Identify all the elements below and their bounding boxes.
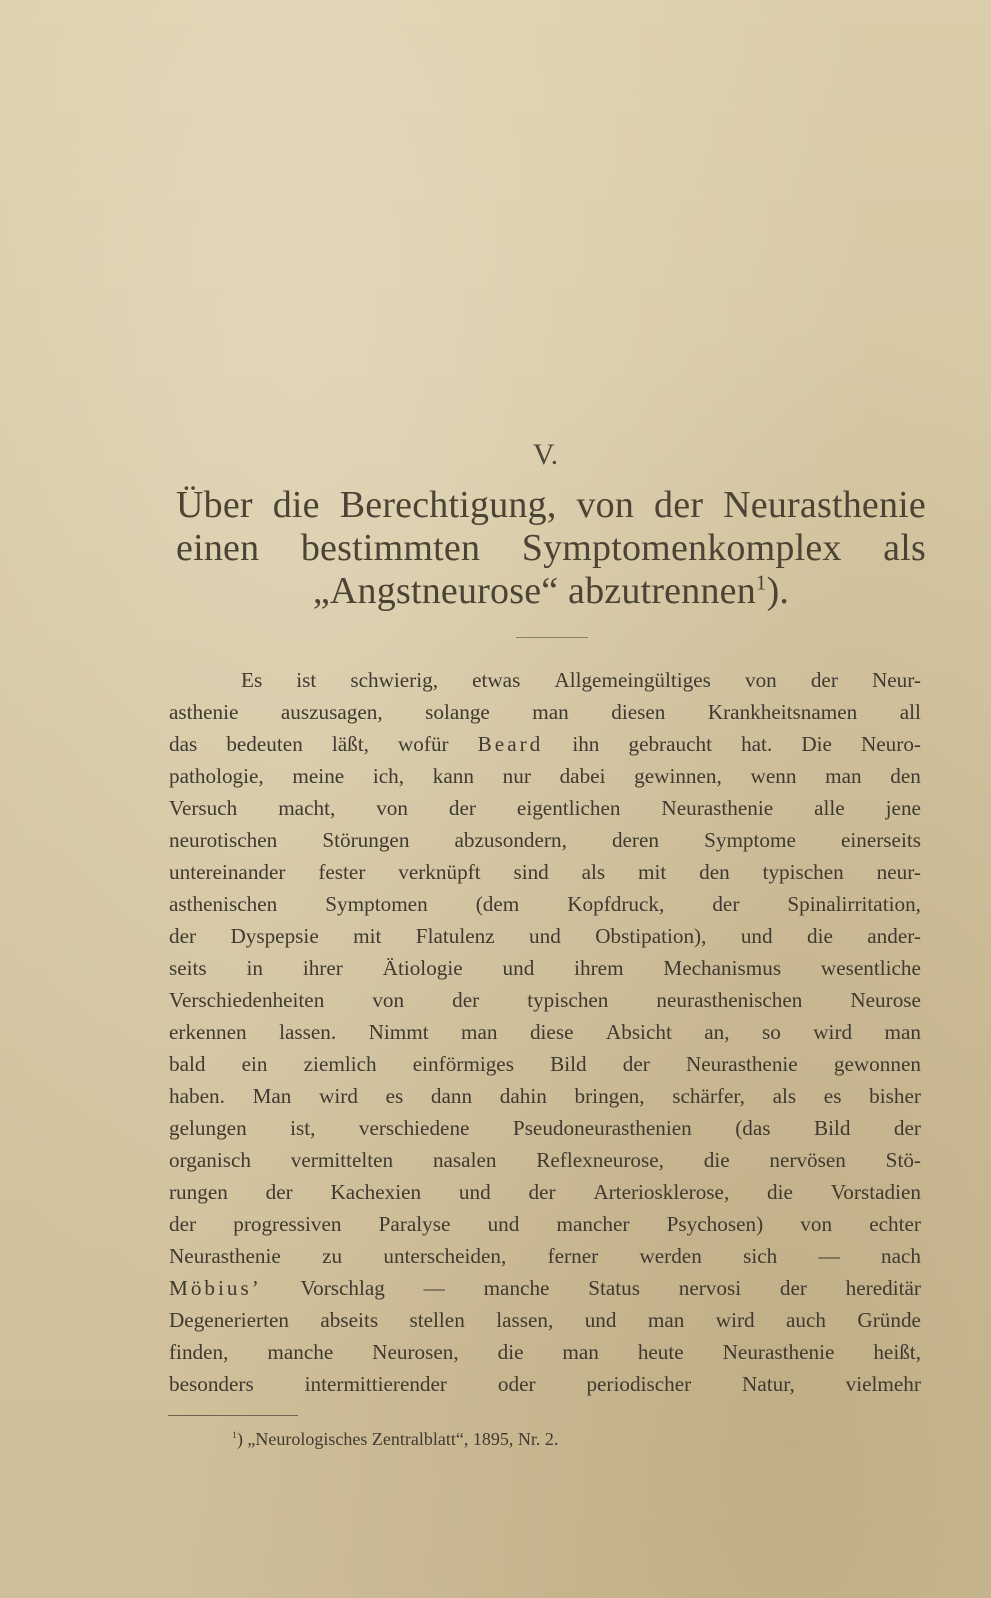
word: der [452,988,480,1012]
word: deren [611,828,659,852]
word: nervösen [769,1148,846,1172]
word: auszusagen, [280,700,383,724]
text-line [169,1368,921,1400]
word: werden [639,1244,702,1268]
word: Es [241,668,263,692]
word: den [890,764,921,788]
text-line [169,1080,921,1112]
word: Arteriosklerose, [593,1180,730,1204]
word: Reflexneurose, [536,1148,664,1172]
word: Man [252,1084,292,1108]
word: der [712,892,740,916]
word: Paralyse [378,1212,451,1236]
word: ist, [290,1116,316,1140]
word: als [772,1084,797,1108]
word: etwas [472,668,521,692]
word: manche [483,1276,550,1300]
footnote-divider [168,1415,298,1416]
text-line [169,920,921,952]
word: Stö- [885,1148,921,1172]
word: von [376,796,408,820]
word: seits [169,956,207,980]
text-line [169,1016,921,1048]
text-line [169,1240,921,1272]
word: Neurasthenie [722,1340,835,1364]
word: Versuch [169,796,238,820]
word: ihrem [574,956,624,980]
word: ziemlich [303,1052,377,1076]
word: Beard [477,732,544,756]
word: fester [318,860,366,884]
word: heißt, [873,1340,921,1364]
word: Verschiedenheiten [169,988,325,1012]
word: der [169,924,197,948]
text-line [169,952,921,984]
title-line-3-end: ). [766,570,790,612]
word: an, [704,1020,730,1044]
word: finden, [169,1340,229,1364]
word: der [265,1180,293,1204]
word: Kachexien [330,1180,422,1204]
word: mit [353,924,382,948]
word: wenn [750,764,797,788]
word: Symptomen [325,892,428,916]
word: verknüpft [398,860,481,884]
word: die [497,1340,524,1364]
text-line [169,1176,921,1208]
word: (das [735,1116,771,1140]
word: und [529,924,561,948]
word: man [461,1020,498,1044]
word: Die [801,732,832,756]
word: neurotischen [169,828,278,852]
word: Degenerierten [169,1308,289,1332]
word: Neurasthenie [169,1244,281,1268]
text-line [169,984,921,1016]
word: unterscheiden, [383,1244,507,1268]
word: meine [292,764,345,788]
word: wird [715,1308,755,1332]
word: ferner [547,1244,599,1268]
word: alle [814,796,845,820]
word: Berechtigung, [339,484,557,526]
word: man [562,1340,599,1364]
word: Flatulenz [415,924,495,948]
word: die [767,1180,793,1204]
word: manche [267,1340,334,1364]
word: pathologie, [169,764,264,788]
word: dahin [499,1084,547,1108]
word: verschiedene [358,1116,470,1140]
word: man [825,764,862,788]
word: mancher [556,1212,630,1236]
footnote-marker: 1 [232,1430,237,1441]
text-line [169,1144,921,1176]
word: Vorstadien [830,1180,921,1204]
word: Neurosen, [372,1340,459,1364]
word: ist [296,668,317,692]
word: der [893,1116,921,1140]
word: Vorschlag [300,1276,385,1300]
text-line [169,1304,921,1336]
word: bestimmten [300,527,481,569]
word: stellen [409,1308,465,1332]
word: und [502,956,535,980]
text-line [169,1272,921,1304]
word: ander- [867,924,921,948]
word: gelungen [169,1116,247,1140]
word: ich, [372,764,405,788]
word: echter [869,1212,921,1236]
word: Symptomenkomplex [521,527,842,569]
word: Neurasthenie [685,1052,798,1076]
word: man [884,1020,921,1044]
word: bringen, [574,1084,645,1108]
word: den [699,860,730,884]
footnote [232,1429,558,1450]
word: Möbius’ [169,1276,262,1300]
text-line [169,696,921,728]
word: der [810,668,838,692]
text-line [169,728,921,760]
word: rungen [169,1180,228,1204]
word: Absicht [605,1020,672,1044]
word: organisch [169,1148,251,1172]
word: und [487,1212,520,1236]
word: asthenie [169,700,239,724]
word: gewonnen [833,1052,921,1076]
word: Neurasthenie [723,484,926,526]
word: Nimmt [368,1020,429,1044]
word: sich [743,1244,778,1268]
word: nervosi [678,1276,742,1300]
word: der [448,796,476,820]
text-line [169,1336,921,1368]
word: bald [169,1052,206,1076]
word: Bild [813,1116,851,1140]
word: Psychosen) [666,1212,764,1236]
word: Bild [550,1052,587,1076]
word: wofür [398,732,449,756]
word: als [581,860,606,884]
word: bedeuten [226,732,303,756]
word: Status [588,1276,640,1300]
word: all [899,700,921,724]
word: besonders [169,1372,254,1396]
word: typischen [527,988,609,1012]
word: sind [513,860,549,884]
word: von [800,1212,833,1236]
word: als [883,527,926,569]
word: Natur, [742,1372,795,1396]
word: wird [319,1084,358,1108]
text-line [169,856,921,888]
word: hereditär [845,1276,921,1300]
word: Kopfdruck, [567,892,665,916]
word: von [372,988,405,1012]
word: kann [432,764,474,788]
word: der [654,484,704,526]
text-line [169,1208,921,1240]
word: diesen [611,700,666,724]
title-line-3 [176,570,926,613]
word: es [823,1084,842,1108]
word: Ätiologie [382,956,463,980]
word: bisher [869,1084,921,1108]
word: abseits [320,1308,379,1332]
word: erkennen [169,1020,247,1044]
body-paragraph [169,664,921,1400]
word: einförmiges [412,1052,514,1076]
word: lassen. [279,1020,337,1044]
word: einen [176,527,260,569]
word: ihn [572,732,600,756]
word: heute [637,1340,684,1364]
word: Symptome [704,828,796,852]
word: Obstipation), [595,924,707,948]
word: ein [241,1052,268,1076]
word: Neurose [850,988,921,1012]
word: Störungen [322,828,410,852]
title-footnote-marker: 1 [755,570,767,595]
text-line [169,792,921,824]
word: ihrer [302,956,343,980]
word: schärfer, [672,1084,745,1108]
word: lassen, [496,1308,554,1332]
word: gewinnen, [634,764,722,788]
word: mit [638,860,667,884]
word: nasalen [432,1148,497,1172]
word: in [246,956,263,980]
word: hat. [741,732,773,756]
word: Spinalirritation, [787,892,921,916]
word: eigentlichen [516,796,621,820]
word: nur [502,764,531,788]
word: Pseudoneurasthenien [512,1116,692,1140]
word: Krankheitsnamen [707,700,858,724]
word: intermittierender [304,1372,447,1396]
word: vermittelten [290,1148,394,1172]
word: einerseits [840,828,921,852]
word: (dem [475,892,520,916]
word: Neur- [871,668,921,692]
word: dabei [559,764,606,788]
word: haben. [169,1084,225,1108]
word: und [584,1308,617,1332]
word: — [818,1244,840,1268]
word: man [647,1308,685,1332]
word: der [779,1276,807,1300]
word: man [532,700,569,724]
word: — [423,1276,445,1300]
word: die [703,1148,730,1172]
word: neurasthenischen [656,988,803,1012]
word: der [169,1212,197,1236]
word: wird [813,1020,853,1044]
text-line [169,760,921,792]
word: zu [322,1244,343,1268]
word: vielmehr [845,1372,921,1396]
text-line [169,824,921,856]
word: dann [430,1084,473,1108]
word: Über [176,484,253,526]
word: so [761,1020,781,1044]
word: typischen [762,860,844,884]
word: Allgemeingültiges [554,668,711,692]
word: und [740,924,773,948]
word: untereinander [169,860,286,884]
word: schwierig, [350,668,439,692]
word: Neuro- [860,732,921,756]
word: macht, [278,796,336,820]
word: Mechanismus [663,956,782,980]
word: es [385,1084,404,1108]
word: Dyspepsie [230,924,319,948]
title-divider [516,637,588,638]
text-line [169,664,921,696]
word: der [622,1052,650,1076]
word: neur- [876,860,921,884]
word: diese [529,1020,574,1044]
word: wesentliche [820,956,921,980]
title-line-3-text: „Angstneurose“ abzutrennen [312,570,756,612]
word: periodischer [586,1372,692,1396]
word: der [528,1180,556,1204]
word: abzusondern, [454,828,567,852]
word: jene [885,796,921,820]
chapter-title [176,484,926,613]
word: Neurasthenie [661,796,774,820]
chapter-number: V. [532,438,559,471]
word: solange [425,700,490,724]
word: von [744,668,777,692]
word: die [272,484,320,526]
text-line [169,1112,921,1144]
title-line-2 [176,527,926,570]
word: oder [497,1372,536,1396]
text-line [169,888,921,920]
word: und [458,1180,491,1204]
word: das [169,732,198,756]
footnote-text: ) „Neurologisches Zentralblatt“, 1895, Nr. 2. [236,1429,559,1449]
word: die [806,924,833,948]
word: Gründe [857,1308,921,1332]
title-line-1 [176,484,926,527]
word: auch [786,1308,827,1332]
word: läßt, [331,732,369,756]
word: nach [880,1244,921,1268]
word: asthenischen [169,892,278,916]
word: gebraucht [628,732,712,756]
word: von [576,484,635,526]
word: progressiven [233,1212,342,1236]
text-line [169,1048,921,1080]
